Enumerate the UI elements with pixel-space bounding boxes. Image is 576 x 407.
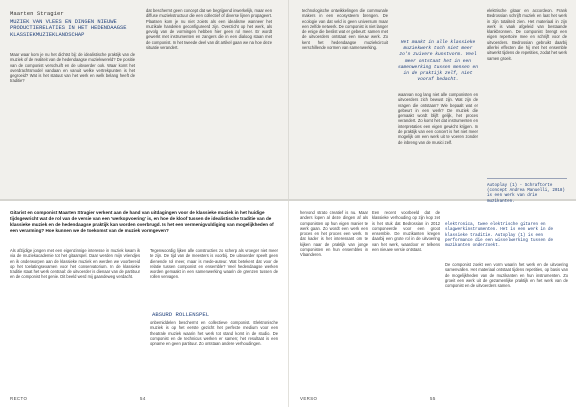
body-column-3: technologische ontwikkelingen die communale makers in een ecosysteem brengen. De ecologie van dat veld is geen universum maar een zelfde netwerk. De componist is niet langer de enige die beslist wat er gebeurt: samen met de uitvoerders ontstaat een nieuw werk. Zo kent het hedendaagse muziekcircuit verschillende vormen van samenwerking. bbox=[302, 8, 388, 51]
photo-caption: Autoplay (1) - Schraftorte (concept Andrea Manuelli, 2018) is een werk van drie muzikanten. bbox=[487, 184, 565, 204]
body-column-4: waarvan nog lang niet alle componisten en uitvoerders zich bewust zijn. Wat zijn de vragen die ontstaan? Wie bepaalt wat er gebeurt in een werk? De muziek die gemaakt wordt blijft gelijk, het proces verandert. Zo komt het dat instrumenten en interpretaties een eigen gewicht krijgen. In de praktijk van een concert is het niet meer mogelijk om een werk uit te voeren zonder de inbreng van de musici zelf. bbox=[398, 92, 478, 145]
body-column-1: Als afzijdige jongen met een eigenzinnige interesse in muziek kwam ik via de muziekacademie tot het gitaarspel. Daar werden mijn vriendjes en ik onderworpen aan de klassieke muziek en werden we voorbereid op het toelatingsexamen voor het conservatorium. In de klassieke traditie staat het werk centraal: de uitvoerder is dienaar van de partituur en de componist het genie. Dit beeld werd mij gaandeweg verdacht. bbox=[10, 248, 140, 280]
body-column-3: onbemiddelen beschermt en collectieve componist. Elektronische muziek is op het eerste gezicht het perfecte medium voor een theatrale muziek waarin het werk tot stand komt in de studio. De componist en de technicus werken er samen; het resultaat is een opname en geen partituur. Zo ontstaan andere verhoudingen. bbox=[150, 320, 278, 347]
page-number-left: 54 bbox=[140, 396, 146, 401]
body-column-5: elektrische gitaar en accordeon. Frank Bedrossian schrijft muziek en laat het werk in zijn totaliteit zien. Het materiaal in zijn werk is vaak afgeleid van bestaande klankbronnen. De componist brengt een eigen repertoire mee en schrijft voor de uitvoerders. Bedrossian gebruikt daarbij allerlei effecten die hij met het ensemble uitwerkt tijdens de repetities, zodat het werk samen groeit. bbox=[487, 8, 567, 61]
author-name: Maarten Stragier bbox=[10, 10, 64, 17]
top-fold bbox=[288, 0, 289, 199]
article-title: MUZIEK VAN VLEES EN DINGEN NIEUWE PRODUCTIERELATIES IN HET HEDENDAAGSE KLASSIEKMUZIEKLANDSCHAP bbox=[10, 19, 127, 38]
body-column-5: Een recent voorbeeld dat de klassieke verhouding op zijn kop zet is het stuk dat Bedrossian in 2012 componeerde voor een groot ensemble. De muzikanten kregen daarbij een grote rol in de uitvoering van het werk, waardoor er telkens een nieuwe versie ontstaat. bbox=[372, 210, 440, 253]
page-number-right: 55 bbox=[430, 396, 436, 401]
article-intro: Gitarist en componist Maarten Stragier verkent aan de hand van uitdagingen voor de klassieke muziek in het huidige tijdsgewricht wat de rol van de versie van een 'werkopvoering' is, en hoe de kloof tussen de idealistische traditie van de klassieke muziek en de hedendaagse praktijk kan worden overbrugd. Is het een vermenigvuldiging van mogelijkheden of een verarming? Hoe kunnen we de toekomst van de muziek vormgeven? bbox=[10, 210, 274, 233]
body-column-4: hervond strato creatief is nu. Maar anders lopen al deze dingen af als componisten op hun eigen manier te werk gaan. Zo wordt een werk een proces en het proces een werk. In dat kader is het interessant om te kijken naar de praktijk van jonge componisten en hun ensembles in Vlaanderen. bbox=[300, 210, 368, 258]
folio-recto: RECTO bbox=[10, 396, 28, 401]
photo-caption: elektronica, twee elektrische gitaren en slagwerkinstrumenten. Het is een werk in de klassieke traditie. Autoplay (1) is een performance die een wisselwerking tussen de muzikanten onderzoekt. bbox=[445, 223, 554, 249]
body-column-1: Maar waar kom je nu het dichtst bij: de idealistische praktijk van de muziek of de realiteit van de hedendaagse muziekwereld? De positie van de componist verschuift en de uitvoerder ook. Waar komt het overdrachtsmodel vandaan en vanuit welke vertrekpunten is het gegroeid? Wat is het statuut van het werk en welk belang heeft de traditie? bbox=[10, 52, 135, 84]
folio-verso: VERSO bbox=[300, 396, 318, 401]
caption-rule bbox=[487, 178, 567, 179]
section-subhead: ABSURD ROLLENSPEL bbox=[152, 311, 210, 318]
bottom-fold bbox=[288, 201, 289, 407]
body-column-2: dat beschermt geen concept dat we begrijpend inwerkelijk, maar een diffuse muziekstructuur die een collectief of diverse lijnen propageert. Plaatsen kom je nu niet zoiets als een idealisme wanneer het muzikale handelen geconfigureerd zijn. Overzicht op het werk, als gevolg van de vormingen hebben hier geen rol meer. Er wordt gewerkt met instrumenten en zangers die in een dialoog staan met de componist. In het tweede deel van dit artikel gaan we na hoe deze situatie verandert. bbox=[146, 8, 272, 51]
pull-quote: Het maakt in alle klassieke muziekwerk toch niet meer zo'n zuivere kunstvorm. Veel meer ontstaat het in een samenwerking tussen mensen en in de praktijk zelf, niet vooraf bedacht. bbox=[398, 40, 478, 83]
body-column-2: Tegenwoordig lijken alle constructies zo scherp als vroeger niet meer te zijn. De tijd van de meesters is voorbij. De uitvoerder speelt geen dienende rol meer, maar is mede-auteur. Wat betekent dat voor de relatie tussen componist en ensemble? Veel hedendaagse werken worden gemaakt in een samenwerking waarin de grenzen tussen de rollen vervagen. bbox=[150, 248, 278, 280]
body-column-6: De componist zoekt een vorm waarin het werk en de uitvoering samenvallen. Het materiaal ontstaat tijdens repetities, op basis van de mogelijkheden van de muzikanten en hun instrumenten. Zo groeit een werk uit de gezamenlijke praktijk en het werk van de componist en de uitvoerders samen. bbox=[445, 262, 568, 289]
